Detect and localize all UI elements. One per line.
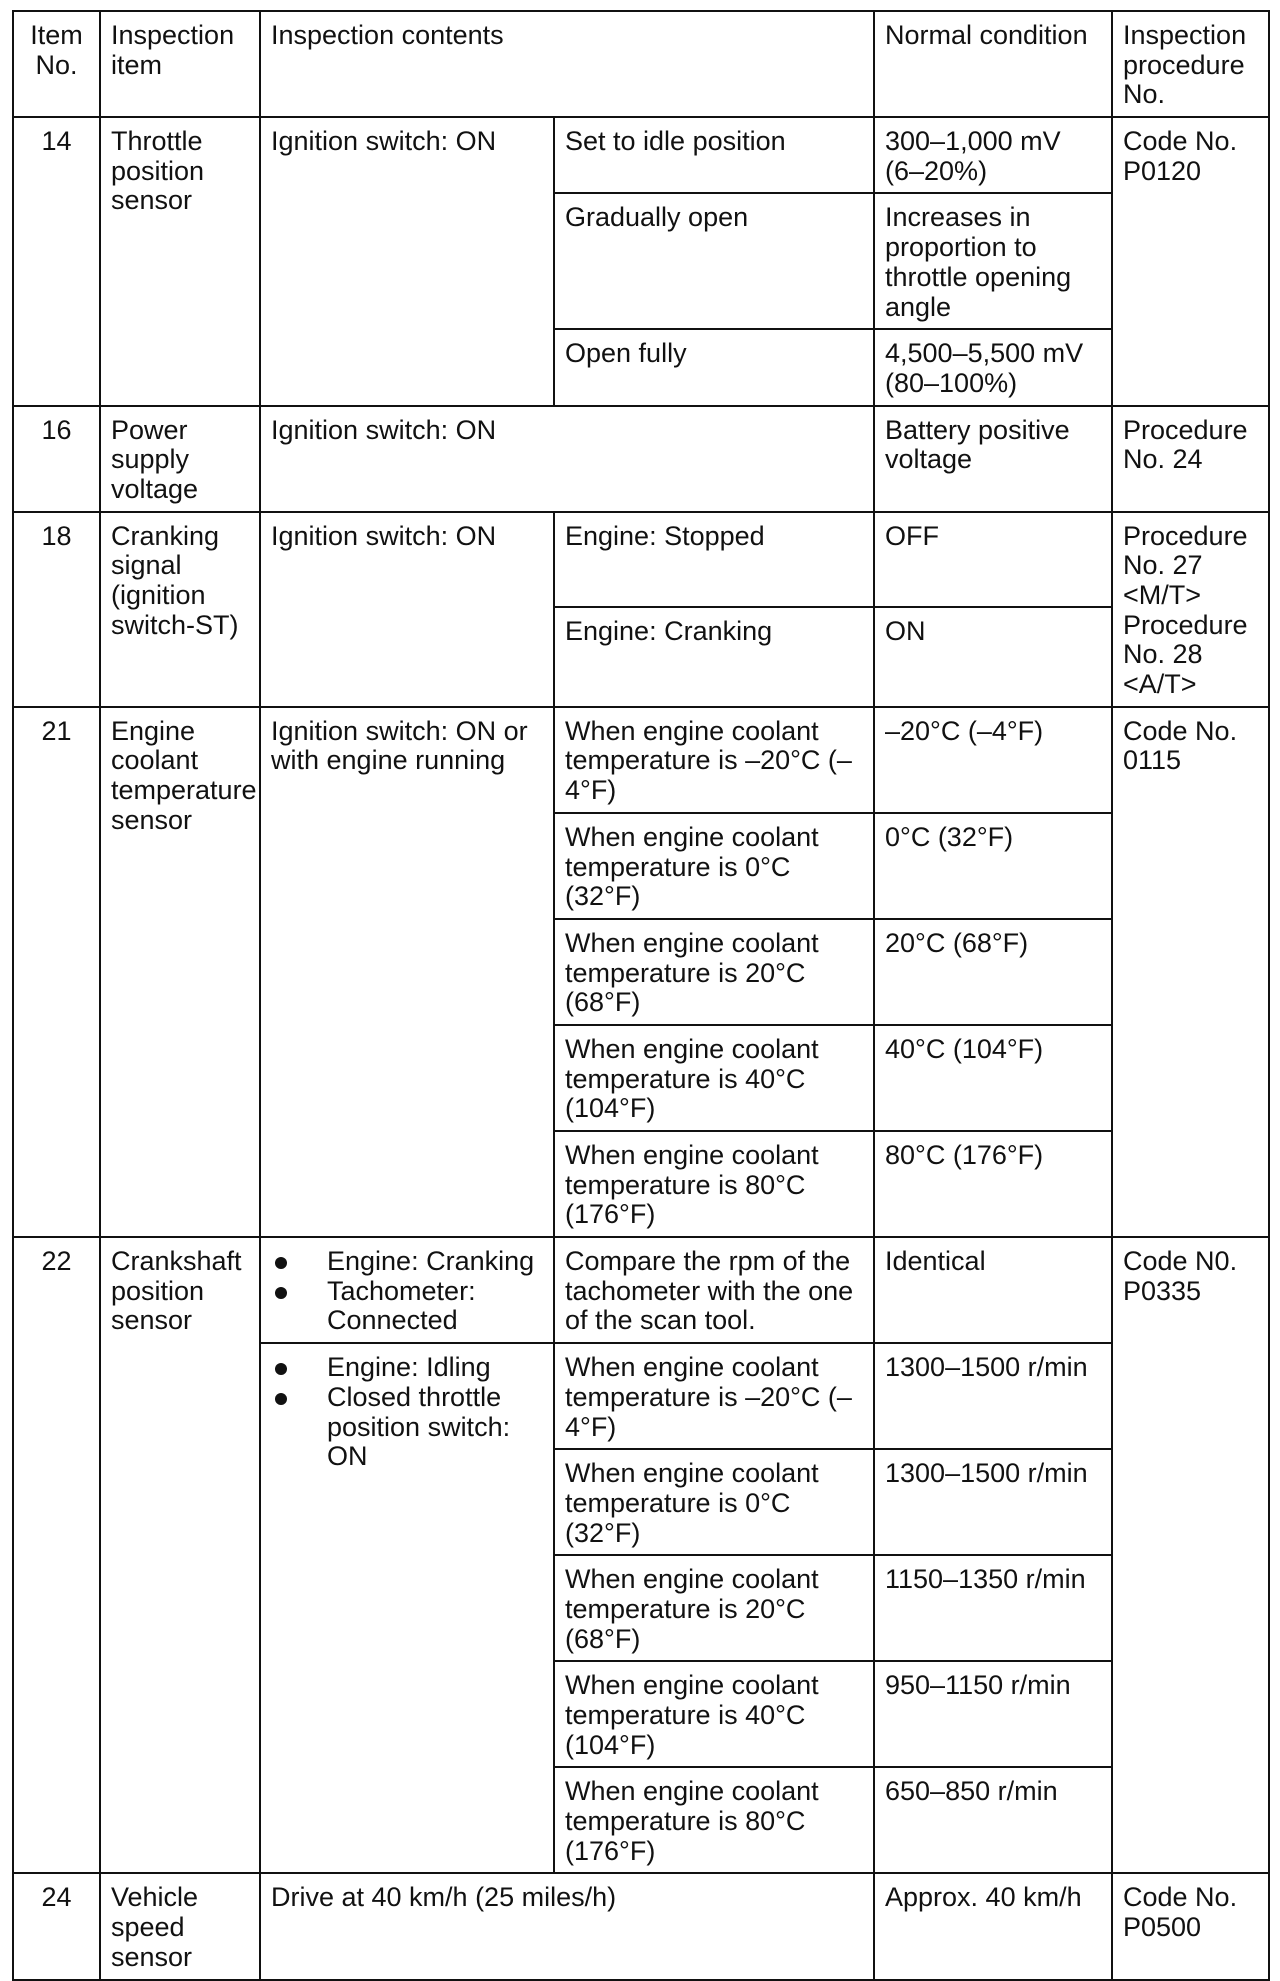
normal-14-2: Increases in proportion to throttle opening angle bbox=[874, 193, 1112, 329]
item-name-18: Cranking signal (ignition switch-ST) bbox=[100, 512, 260, 707]
table-row-22 bbox=[13, 1237, 1269, 1343]
item-no-16: 16 bbox=[13, 406, 100, 512]
normal-22-compare: Identical bbox=[874, 1237, 1112, 1343]
normal-22-1: 1300–1500 r/min bbox=[874, 1343, 1112, 1449]
item-no-21: 21 bbox=[13, 707, 100, 1237]
detail-22-1: When engine coolant temperature is –20°C (–4°F) bbox=[554, 1343, 874, 1449]
header-normal-condition: Normal condition bbox=[874, 11, 1112, 117]
detail-21-2: When engine coolant temperature is 0°C (32°F) bbox=[554, 813, 874, 919]
bullet-text: Tachometer: Connected bbox=[327, 1275, 476, 1336]
procedure-18-mt: Procedure No. 27 <M/T> bbox=[1123, 520, 1248, 610]
detail-22-2: When engine coolant temperature is 0°C (32°F) bbox=[554, 1449, 874, 1555]
item-name-24: Vehicle speed sensor bbox=[100, 1873, 260, 1979]
detail-22-3: When engine coolant temperature is 20°C (68°F) bbox=[554, 1555, 874, 1661]
procedure-21: Code No. 0115 bbox=[1112, 707, 1269, 1237]
normal-22-4: 950–1150 r/min bbox=[874, 1661, 1112, 1767]
item-name-22: Crankshaft position sensor bbox=[100, 1237, 260, 1873]
detail-14-2: Gradually open bbox=[554, 193, 874, 329]
bullet-icon bbox=[275, 1257, 287, 1269]
item-no-24: 24 bbox=[13, 1873, 100, 1979]
normal-24: Approx. 40 km/h bbox=[874, 1873, 1112, 1979]
header-row bbox=[13, 11, 1269, 117]
inspection-table-sheet bbox=[12, 10, 1270, 1981]
condition-18: Ignition switch: ON bbox=[260, 512, 554, 707]
normal-16: Battery positive voltage bbox=[874, 406, 1112, 512]
bullet-item bbox=[271, 1277, 543, 1336]
procedure-24: Code No. P0500 bbox=[1112, 1873, 1269, 1979]
bullet-icon bbox=[275, 1287, 287, 1299]
detail-18-1: Engine: Stopped bbox=[554, 512, 874, 608]
normal-22-2: 1300–1500 r/min bbox=[874, 1449, 1112, 1555]
bullet-list-22-1 bbox=[271, 1247, 543, 1336]
table-row-24 bbox=[13, 1873, 1269, 1979]
detail-22-5: When engine coolant temperature is 80°C (176°F) bbox=[554, 1767, 874, 1873]
bullet-item bbox=[271, 1353, 543, 1383]
detail-21-4: When engine coolant temperature is 40°C (104°F) bbox=[554, 1025, 874, 1131]
item-name-21: Engine coolant temperature sensor bbox=[100, 707, 260, 1237]
condition-14: Ignition switch: ON bbox=[260, 117, 554, 406]
item-name-14: Throttle position sensor bbox=[100, 117, 260, 406]
bullet-text: Engine: Idling bbox=[327, 1352, 491, 1383]
table-row-14 bbox=[13, 117, 1269, 193]
table-row-21 bbox=[13, 707, 1269, 813]
detail-18-2: Engine: Cranking bbox=[554, 607, 874, 707]
table-row-18 bbox=[13, 512, 1269, 608]
inspection-table bbox=[12, 10, 1270, 1981]
normal-21-5: 80°C (176°F) bbox=[874, 1131, 1112, 1237]
header-inspection-contents: Inspection contents bbox=[260, 11, 874, 117]
bullet-icon bbox=[275, 1363, 287, 1375]
condition-22-group-1 bbox=[260, 1237, 554, 1343]
normal-22-3: 1150–1350 r/min bbox=[874, 1555, 1112, 1661]
bullet-item bbox=[271, 1383, 543, 1472]
bullet-icon bbox=[275, 1393, 287, 1405]
header-item-no: Item No. bbox=[13, 11, 100, 117]
normal-21-3: 20°C (68°F) bbox=[874, 919, 1112, 1025]
detail-14-1: Set to idle position bbox=[554, 117, 874, 193]
item-no-18: 18 bbox=[13, 512, 100, 707]
bullet-text: Closed throttle position switch: ON bbox=[327, 1381, 511, 1472]
detail-22-compare: Compare the rpm of the tachometer with the one of the scan tool. bbox=[554, 1237, 874, 1343]
bullet-text: Engine: Cranking bbox=[327, 1246, 535, 1277]
item-name-16: Power supply voltage bbox=[100, 406, 260, 512]
normal-21-2: 0°C (32°F) bbox=[874, 813, 1112, 919]
condition-22-group-2 bbox=[260, 1343, 554, 1873]
normal-21-4: 40°C (104°F) bbox=[874, 1025, 1112, 1131]
detail-21-1: When engine coolant temperature is –20°C (–4°F) bbox=[554, 707, 874, 813]
detail-22-4: When engine coolant temperature is 40°C (104°F) bbox=[554, 1661, 874, 1767]
condition-24: Drive at 40 km/h (25 miles/h) bbox=[260, 1873, 874, 1979]
procedure-18 bbox=[1112, 512, 1269, 707]
normal-14-3: 4,500–5,500 mV (80–100%) bbox=[874, 329, 1112, 405]
normal-18-2: ON bbox=[874, 607, 1112, 707]
condition-16: Ignition switch: ON bbox=[260, 406, 874, 512]
detail-14-3: Open fully bbox=[554, 329, 874, 405]
detail-21-3: When engine coolant temperature is 20°C (68°F) bbox=[554, 919, 874, 1025]
bullet-item bbox=[271, 1247, 543, 1277]
header-procedure-no: Inspection procedure No. bbox=[1112, 11, 1269, 117]
header-inspection-item: Inspection item bbox=[100, 11, 260, 117]
normal-22-5: 650–850 r/min bbox=[874, 1767, 1112, 1873]
item-no-14: 14 bbox=[13, 117, 100, 406]
normal-18-1: OFF bbox=[874, 512, 1112, 608]
normal-21-1: –20°C (–4°F) bbox=[874, 707, 1112, 813]
procedure-22: Code N0. P0335 bbox=[1112, 1237, 1269, 1873]
detail-21-5: When engine coolant temperature is 80°C (176°F) bbox=[554, 1131, 874, 1237]
normal-14-1: 300–1,000 mV (6–20%) bbox=[874, 117, 1112, 193]
procedure-16: Procedure No. 24 bbox=[1112, 406, 1269, 512]
bullet-list-22-2 bbox=[271, 1353, 543, 1472]
item-no-22: 22 bbox=[13, 1237, 100, 1873]
condition-21: Ignition switch: ON or with engine running bbox=[260, 707, 554, 1237]
table-row-16 bbox=[13, 406, 1269, 512]
procedure-14: Code No. P0120 bbox=[1112, 117, 1269, 406]
procedure-18-at: Procedure No. 28 <A/T> bbox=[1123, 609, 1248, 700]
